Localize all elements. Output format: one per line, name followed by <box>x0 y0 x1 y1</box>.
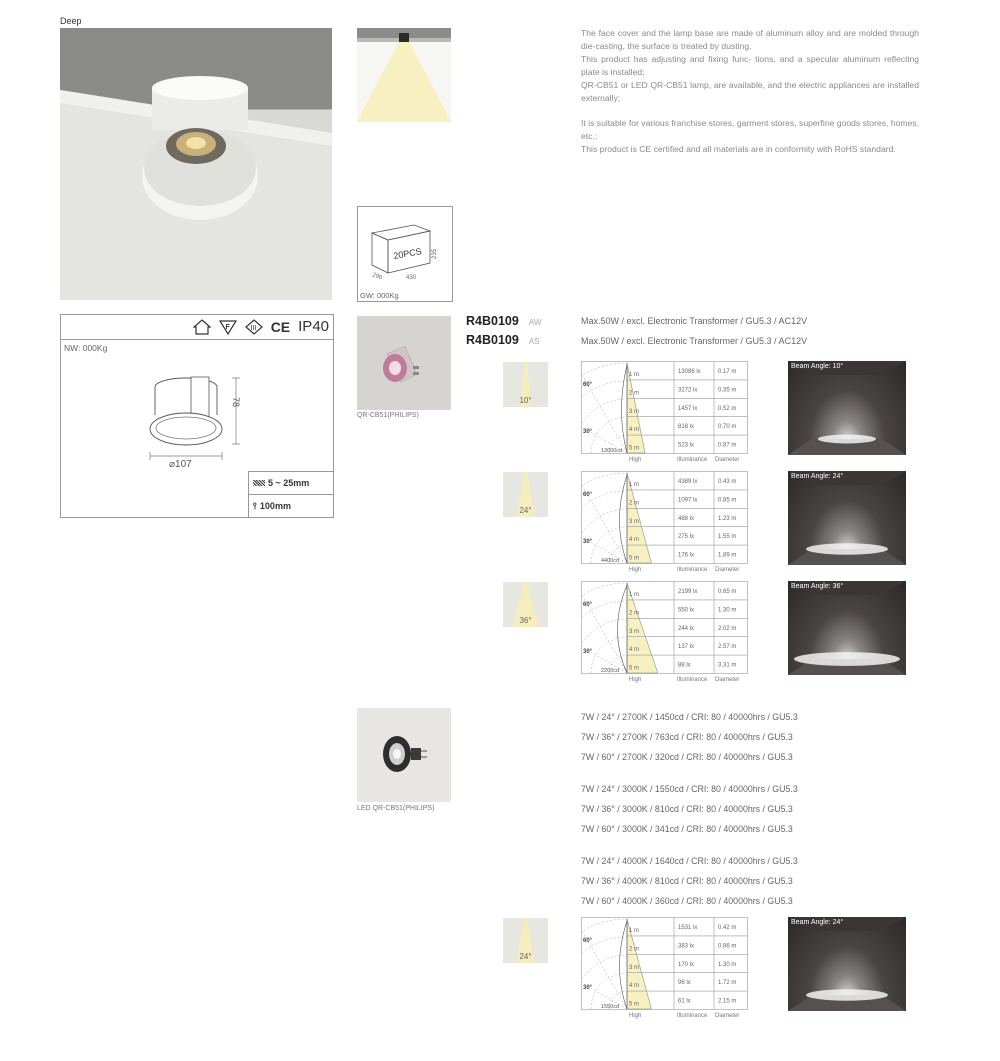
halogen-lamp-photo <box>357 316 451 410</box>
beam-angle-label: 24° <box>519 952 532 961</box>
polar-arc <box>581 363 627 453</box>
diameter-value: 0.65 m <box>718 589 737 595</box>
distance-label: 2 m <box>629 390 640 397</box>
beam-photo-room <box>788 581 906 675</box>
angle-30-label: 30° <box>583 539 593 545</box>
illuminance-label: Illuminance <box>677 1013 708 1019</box>
illuminance-label: Illuminance <box>677 567 708 573</box>
illuminance-value: 383 lx <box>678 943 695 950</box>
svg-text:III: III <box>250 324 257 332</box>
model-finish: AW <box>528 318 542 327</box>
peak-candela: 13000cd <box>601 448 623 454</box>
illuminance-value: 88 lx <box>678 662 691 669</box>
description-p1: The face cover and the lamp base are made of aluminum alloy and are molded through die-casting, the surface is treated by dusting. <box>581 28 919 51</box>
box-gw: GW: 000Kg <box>360 291 399 300</box>
diameter-label: Diameter <box>715 1013 740 1019</box>
model-code: R4B0109 <box>466 333 519 347</box>
beam-photo <box>788 581 906 675</box>
distance-label: 5 m <box>629 555 640 562</box>
angle-60-label: 60° <box>583 382 593 388</box>
beam-angle-label: 10° <box>519 396 532 405</box>
illuminance-value: 176 lx <box>678 552 695 559</box>
led-spec-list <box>581 707 798 923</box>
diameter-value: 0.17 m <box>718 369 737 375</box>
distance-label: 2 m <box>629 610 640 617</box>
diameter-value: 0.35 m <box>718 387 737 394</box>
distance-label: 4 m <box>629 427 640 434</box>
illuminance-value: 1097 lx <box>678 497 698 504</box>
diameter-value: 2.57 m <box>718 644 737 651</box>
model-code-as <box>466 333 540 347</box>
polar-arc <box>581 937 627 1009</box>
led-spec-line: 7W / 36° / 3000K / 810cd / CRI: 80 / 40000hrs / GU5.3 <box>581 804 793 814</box>
product-description <box>581 27 919 156</box>
illuminance-value: 2199 lx <box>678 589 698 595</box>
ceiling-thickness-icon <box>253 480 265 486</box>
beam-angle-icon <box>503 472 548 517</box>
beam-photo-caption: Beam Angle: 36° <box>791 583 844 590</box>
illuminance-value: 818 lx <box>678 424 695 431</box>
intensity-curve <box>620 475 628 563</box>
high-label: High <box>629 457 642 463</box>
beam-angle-label: 36° <box>519 616 532 625</box>
distance-label: 1 m <box>629 482 640 488</box>
ce-mark: CE <box>270 318 291 335</box>
diameter-value: 1.89 m <box>718 552 737 559</box>
led-spec-line: 7W / 24° / 4000K / 1640cd / CRI: 80 / 40000hrs / GU5.3 <box>581 856 798 866</box>
distance-label: 3 m <box>629 964 640 971</box>
illuminance-value: 244 lx <box>678 625 695 632</box>
diameter-value: 1.72 m <box>718 980 737 987</box>
beam-photo-room <box>788 917 906 1011</box>
diameter-label: Diameter <box>715 457 740 463</box>
illuminance-value: 137 lx <box>678 644 695 651</box>
diameter-value: 0.43 m <box>718 479 737 485</box>
distance-label: 5 m <box>629 665 640 672</box>
illuminance-chart-svg <box>581 361 749 463</box>
high-label: High <box>629 677 642 683</box>
distance-label: 3 m <box>629 408 640 415</box>
diameter-value: 1.30 m <box>718 607 737 614</box>
illuminance-label: Illuminance <box>677 677 708 683</box>
polar-arc <box>581 381 627 453</box>
svg-text:F: F <box>225 323 230 331</box>
height-dimension: 78 <box>231 397 241 408</box>
fixture-drawing <box>141 370 261 470</box>
box-width: 430 <box>406 275 417 281</box>
diameter-value: 1.23 m <box>718 515 737 522</box>
beam-photo-caption: Beam Angle: 24° <box>791 473 844 480</box>
polar-arc <box>581 601 627 673</box>
led-spec-line: 7W / 24° / 2700K / 1450cd / CRI: 80 / 40000hrs / GU5.3 <box>581 712 798 722</box>
high-label: High <box>629 567 642 573</box>
illuminance-chart <box>581 361 749 463</box>
polar-arc <box>581 399 627 453</box>
illuminance-value: 13086 lx <box>678 369 701 375</box>
beam-photo <box>788 917 906 1011</box>
ceiling-range: 5 ~ 25mm <box>268 478 310 488</box>
intensity-curve <box>618 585 628 673</box>
beam-photo-room <box>788 471 906 565</box>
diameter-value: 2.02 m <box>718 625 737 632</box>
led-spec-line: 7W / 24° / 3000K / 1550cd / CRI: 80 / 40000hrs / GU5.3 <box>581 784 798 794</box>
distance-label: 5 m <box>629 1001 640 1008</box>
illuminance-chart-svg <box>581 471 749 573</box>
angle-60-label: 60° <box>583 938 593 944</box>
polar-arc <box>581 919 627 1009</box>
angle-60-label: 60° <box>583 602 593 608</box>
certification-icons <box>193 318 329 335</box>
description-p2: This product has adjusting and fixing func- tions, and a specular aluminum reflecting plate is installed; <box>581 54 919 77</box>
polar-arc <box>581 491 627 563</box>
installation-table <box>248 471 334 517</box>
peak-candela: 1550cd <box>601 1004 620 1010</box>
beam-angle-icon <box>503 362 548 407</box>
diameter-dimension: ⌀107 <box>169 459 192 470</box>
led-spec-line: 7W / 60° / 2700K / 320cd / CRI: 80 / 40000hrs / GU5.3 <box>581 752 793 762</box>
distance-label: 2 m <box>629 946 640 953</box>
polar-arc <box>581 509 627 563</box>
description-p3: QR-CB51 or LED QR-CB51 lamp, are available, and the electric appliances are installed externally; <box>581 80 919 103</box>
illuminance-value: 523 lx <box>678 442 695 449</box>
description-p5: This product is CE certified and all materials are in conformity with RoHS standard. <box>581 144 896 154</box>
box-depth: 290 <box>371 272 383 282</box>
halogen-lamp-caption: QR-CB51(PHILIPS) <box>357 412 419 419</box>
beam-schematic <box>357 28 451 122</box>
diameter-value: 3.31 m <box>718 662 737 669</box>
halogen-lamp-drawing <box>357 316 451 410</box>
peak-candela: 2200cd <box>601 668 620 674</box>
house-icon <box>193 319 211 335</box>
beam-angle-label: 24° <box>519 506 532 515</box>
distance-label: 1 m <box>629 372 640 378</box>
diameter-value: 0.85 m <box>718 497 737 504</box>
beam-photo <box>788 471 906 565</box>
diameter-label: Diameter <box>715 567 740 573</box>
distance-label: 1 m <box>629 592 640 598</box>
illuminance-value: 61 lx <box>678 998 691 1005</box>
beam-schematic-drawing <box>357 28 451 122</box>
polar-arc <box>581 955 627 1009</box>
illuminance-value: 1531 lx <box>678 925 698 931</box>
led-spec-line: 7W / 36° / 2700K / 763cd / CRI: 80 / 40000hrs / GU5.3 <box>581 732 793 742</box>
illuminance-chart-svg <box>581 581 749 683</box>
beam-photo-caption: Beam Angle: 24° <box>791 919 844 926</box>
diameter-value: 1.55 m <box>718 534 737 541</box>
diameter-value: 0.87 m <box>718 442 737 449</box>
spec-box <box>60 314 334 518</box>
beam-photo-caption: Beam Angle: 10° <box>791 363 844 370</box>
intensity-curve <box>620 921 628 1009</box>
led-spec-line: 7W / 60° / 4000K / 360cd / CRI: 80 / 40000hrs / GU5.3 <box>581 896 793 906</box>
model-spec-aw: Max.50W / excl. Electronic Transformer / GU5.3 / AC12V <box>581 316 808 326</box>
polar-arc <box>581 473 627 563</box>
packaging-info <box>357 206 453 302</box>
angle-30-label: 30° <box>583 429 593 435</box>
led-lamp-caption: LED QR-CB51(PHILIPS) <box>357 805 435 812</box>
box-height: 235 <box>432 248 438 259</box>
class-icon <box>245 319 263 335</box>
description-p4: It is suitable for various franchise stores, garment stores, superfine goods stores, homes, etc.; <box>581 118 919 141</box>
description-block-1 <box>581 27 919 105</box>
high-label: High <box>629 1013 642 1019</box>
polar-arc <box>581 619 627 673</box>
install-depth: 100mm <box>259 501 291 511</box>
led-group-3000k <box>581 779 798 839</box>
intensity-curve <box>622 365 628 453</box>
diameter-value: 0.52 m <box>718 405 737 412</box>
ceiling-range-row <box>249 472 334 495</box>
led-spec-line: 7W / 60° / 3000K / 341cd / CRI: 80 / 40000hrs / GU5.3 <box>581 824 793 834</box>
illuminance-chart <box>581 917 749 1019</box>
illuminance-chart <box>581 471 749 573</box>
illuminance-value: 3272 lx <box>678 387 698 394</box>
model-finish: AS <box>528 337 540 346</box>
distance-label: 5 m <box>629 445 640 452</box>
box-pcs: 20PCS <box>392 246 423 261</box>
illuminance-value: 170 lx <box>678 961 695 968</box>
distance-label: 4 m <box>629 983 640 990</box>
beam-angle-icon <box>503 918 548 963</box>
net-weight: NW: 000Kg <box>64 343 108 353</box>
peak-candela: 4400cd <box>601 558 620 564</box>
illuminance-value: 4389 lx <box>678 479 698 485</box>
model-code-aw <box>466 314 541 328</box>
led-group-4000k <box>581 851 798 911</box>
ip-rating: IP40 <box>298 318 329 335</box>
beam-photo <box>788 361 906 455</box>
depth-row <box>249 495 334 517</box>
description-block-2 <box>581 117 919 156</box>
diameter-value: 2.15 m <box>718 998 737 1005</box>
diameter-value: 0.86 m <box>718 943 737 950</box>
product-photo-drawing <box>60 28 332 300</box>
beam-angle-icon <box>503 582 548 627</box>
illuminance-chart-svg <box>581 917 749 1019</box>
illuminance-value: 1457 lx <box>678 405 698 412</box>
section-label: Deep <box>60 16 82 26</box>
led-group-2700k <box>581 707 798 767</box>
distance-label: 3 m <box>629 628 640 635</box>
illuminance-chart <box>581 581 749 683</box>
led-spec-line: 7W / 36° / 4000K / 810cd / CRI: 80 / 40000hrs / GU5.3 <box>581 876 793 886</box>
polar-arc <box>581 583 627 673</box>
distance-label: 3 m <box>629 518 640 525</box>
angle-30-label: 30° <box>583 985 593 991</box>
illuminance-value: 488 lx <box>678 515 695 522</box>
illuminance-value: 275 lx <box>678 534 695 541</box>
diameter-value: 1.30 m <box>718 961 737 968</box>
illuminance-value: 550 lx <box>678 607 695 614</box>
model-spec-as: Max.50W / excl. Electronic Transformer / GU5.3 / AC12V <box>581 336 808 346</box>
distance-label: 2 m <box>629 500 640 507</box>
illuminance-value: 96 lx <box>678 980 691 987</box>
diameter-value: 0.70 m <box>718 424 737 431</box>
packaging-box-drawing <box>358 207 452 301</box>
diameter-value: 0.42 m <box>718 925 737 931</box>
depth-icon: ⫯ <box>253 500 257 511</box>
led-lamp-photo <box>357 708 451 802</box>
beam-photo-room <box>788 361 906 455</box>
angle-60-label: 60° <box>583 492 593 498</box>
f-mark-icon <box>219 319 237 335</box>
diameter-label: Diameter <box>715 677 740 683</box>
model-code: R4B0109 <box>466 314 519 328</box>
distance-label: 1 m <box>629 928 640 934</box>
angle-30-label: 30° <box>583 649 593 655</box>
product-photo <box>60 28 332 300</box>
spec-divider <box>61 339 333 340</box>
led-lamp-drawing <box>357 708 451 802</box>
illuminance-label: Illuminance <box>677 457 708 463</box>
distance-label: 4 m <box>629 537 640 544</box>
distance-label: 4 m <box>629 647 640 654</box>
